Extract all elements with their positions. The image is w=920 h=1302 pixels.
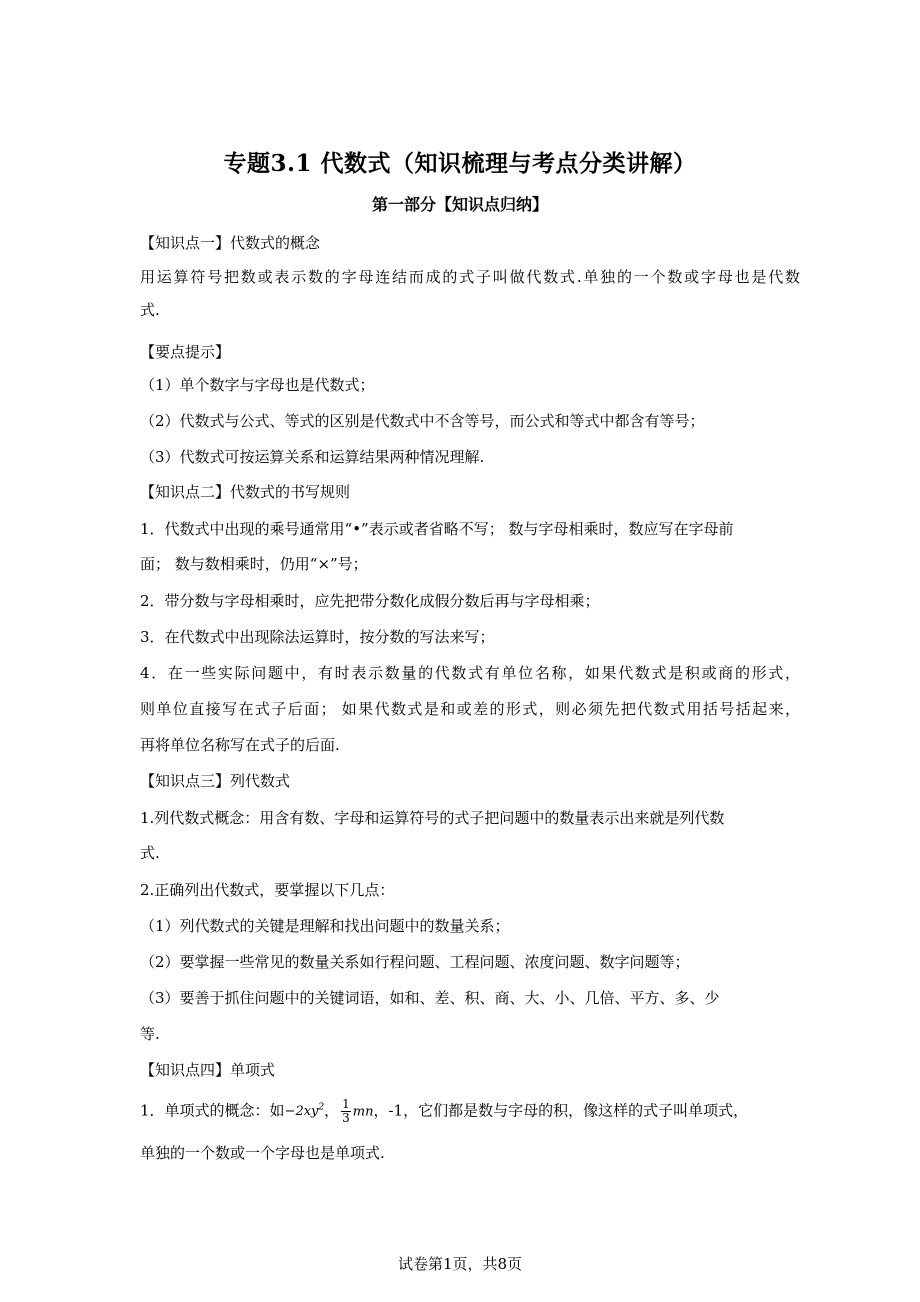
fraction-numerator: 1 (342, 1096, 350, 1111)
knowledge-point-4-heading: 【知识点四】单项式 (140, 1061, 276, 1079)
math-expression (285, 1104, 325, 1119)
monomial-definition-line (140, 1093, 800, 1127)
paragraph-line: 1.列代数式概念：用含有数、字母和运算符号的式子把问题中的数量表示出来就是列代数 (140, 809, 725, 827)
tip-item: （3）代数式可按运算关系和运算结果两种情况理解. (140, 448, 485, 466)
knowledge-point-3-heading: 【知识点三】列代数式 (140, 772, 291, 790)
page-title: 专题3.1 代数式（知识梳理与考点分类讲解） (223, 150, 697, 177)
list-item: 等. (140, 1025, 160, 1043)
math-expression: mn (352, 1104, 374, 1120)
rule-item: 1．代数式中出现的乘号通常用“•”表示或者省略不写； 数与字母相乘时，数应写在字母前 (140, 520, 734, 538)
fraction (341, 1098, 351, 1125)
tip-item: （1）单个数字与字母也是代数式； (140, 376, 375, 394)
rule-item: 4．在一些实际问题中，有时表示数量的代数式有单位名称，如果代数式是积或商的形式， (140, 664, 800, 682)
rule-item: 2．带分数与字母相乘时，应先把带分数化成假分数后再与字母相乘； (140, 592, 600, 610)
separator: ， (324, 1101, 340, 1120)
rule-item: 再将单位名称写在式子的后面. (140, 736, 340, 754)
rule-item: 面； 数与数相乘时，仍用“×”号； (140, 555, 368, 573)
rule-item: 则单位直接写在式子后面； 如果代数式是和或差的形式，则必须先把代数式用括号括起来， (140, 700, 800, 718)
paragraph-line: 2.正确列出代数式，要掌握以下几点： (140, 881, 395, 899)
paragraph-line: 式. (140, 301, 160, 319)
list-item: （3）要善于抓住问题中的关键词语，如和、差、积、商、大、小、几倍、平方、多、少 (140, 989, 720, 1007)
list-item: （1）列代数式的关键是理解和找出问题中的数量关系； (140, 917, 510, 935)
tips-heading: 【要点提示】 (140, 343, 231, 361)
page-footer: 试卷第1页，共8页 (397, 1255, 523, 1273)
definition-prefix: 1．单项式的概念：如 (140, 1101, 285, 1120)
knowledge-point-1-heading: 【知识点一】代数式的概念 (140, 234, 321, 252)
exponent: 2 (318, 1103, 325, 1113)
paragraph-line: 单独的一个数或一个字母也是单项式. (140, 1144, 385, 1162)
paragraph-line: 用运算符号把数或表示数的字母连结而成的式子叫做代数式.单独的一个数或字母也是代数 (140, 268, 800, 286)
list-item: （2）要掌握一些常见的数量关系如行程问题、工程问题、浓度问题、数字问题等； (140, 953, 690, 971)
definition-rest: ，-1，它们都是数与字母的积，像这样的式子叫单项式， (373, 1101, 749, 1120)
knowledge-point-2-heading: 【知识点二】代数式的书写规则 (140, 483, 351, 501)
expression-base: −2xy (284, 1104, 319, 1120)
paragraph-line: 式. (140, 844, 160, 862)
part-heading: 第一部分【知识点归纳】 (371, 195, 548, 214)
fraction-denominator: 3 (342, 1110, 350, 1125)
tip-item: （2）代数式与公式、等式的区别是代数式中不含等号，而公式和等式中都含有等号； (140, 412, 705, 430)
rule-item: 3．在代数式中出现除法运算时，按分数的写法来写； (140, 628, 495, 646)
